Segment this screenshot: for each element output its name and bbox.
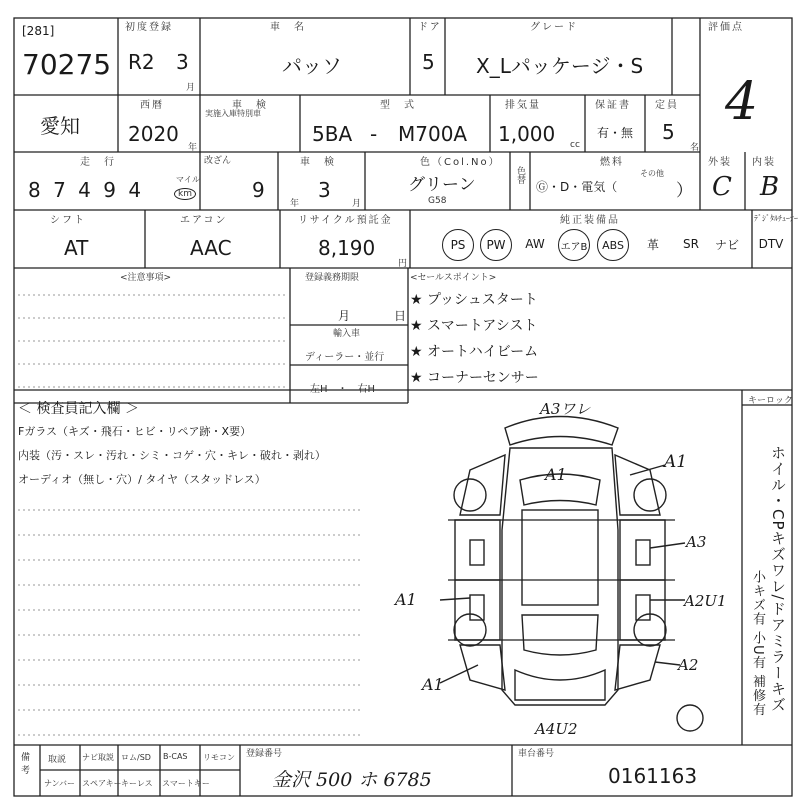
color-label: 色（Col.No） <box>420 157 501 168</box>
doors-value: 5 <box>422 50 435 74</box>
rating-label: 評価点 <box>708 22 744 33</box>
sales-point-4: ★ コーナーセンサー <box>410 370 539 386</box>
car-name-label: 車 名 <box>270 22 306 33</box>
lot-number: 70275 <box>22 48 112 81</box>
mileage-unit-km: km <box>174 188 196 200</box>
wheel-mirror-notes: ホイル・CPキズワレ/ドアミラーキズ <box>769 445 787 713</box>
damage-mark-right-front-fender: A1 <box>664 452 688 472</box>
first-reg-label: 初度登録 <box>125 22 173 33</box>
color-code: G58 <box>428 196 447 206</box>
lot-code: [281] <box>22 24 55 38</box>
footer-bcas: B-CAS <box>163 752 188 761</box>
inspection-month: 3 <box>318 178 331 202</box>
shift-value: AT <box>64 236 89 260</box>
equip-navi: ナビ <box>714 237 739 252</box>
capacity-label: 定員 <box>655 100 679 111</box>
footer-remote: リモコン <box>203 753 235 762</box>
footer-manual: 取説 <box>48 755 67 765</box>
color-change-label: 色替 <box>515 166 525 184</box>
year-label: 西暦 <box>140 100 164 111</box>
capacity-value: 5 <box>662 120 675 144</box>
model-prefix: 5BA <box>312 122 353 146</box>
equip-leather: 革 <box>646 237 659 252</box>
aircon-value: AAC <box>190 236 232 260</box>
equip-aw: AW <box>525 237 545 251</box>
fuel-label: 燃料 <box>600 157 624 168</box>
equip-abs-circled: ABS <box>597 229 629 261</box>
inspection-year-mark: 年 <box>290 199 300 209</box>
equip-pw-circled: PW <box>480 229 512 261</box>
damage-mark-right-rear-door: A2U1 <box>684 592 727 610</box>
region: 愛知 <box>40 114 80 138</box>
inspection-month-mark: 月 <box>352 199 362 209</box>
damage-mark-front-bumper: A3ワレ <box>540 400 591 418</box>
footer-number-plate: ナンバー <box>44 779 76 788</box>
cc-unit: cc <box>570 140 580 150</box>
import-label: 輸入車 <box>333 329 361 339</box>
inspection-year: 9 <box>252 178 265 202</box>
month-mark: 月 <box>186 83 196 93</box>
recycle-fee: 8,190 <box>318 236 376 260</box>
dtv-small-label: ﾃﾞｼﾞﾀﾙﾁｭｰﾅｰ <box>754 214 798 223</box>
sales-label: <セールスポイント> <box>410 273 497 283</box>
equip-ps-circled: PS <box>442 229 474 261</box>
mileage-unit-mile: マイル <box>176 175 200 184</box>
displacement-label: 排気量 <box>505 100 541 111</box>
first-reg-era: R2 <box>128 50 155 74</box>
inspection-note: 実施入庫特別車 <box>205 109 261 118</box>
model-label: 型 式 <box>380 100 416 111</box>
key-lock-label: キーロック <box>748 396 793 406</box>
inspector-title: ＜ 検査員記入欄 ＞ <box>18 401 139 417</box>
fuel-options: Ⓖ・D・電気（ <box>536 180 618 194</box>
dealer-label: 登録義務期限 <box>305 273 360 283</box>
damage-mark-right-rear-fender: A2 <box>678 656 699 674</box>
grade-value: X_Lパッケージ・S <box>476 54 644 78</box>
import-value: ディーラー・並行 <box>305 352 385 363</box>
inspector-line-3: オーディオ（無し・穴）/ タイヤ（スタッドレス） <box>18 473 266 486</box>
rating-value: 4 <box>725 72 759 132</box>
footer-rom-sd: ロム/SD <box>121 753 151 762</box>
handle-value: 左H ・ 右H <box>310 384 376 395</box>
sales-point-2: ★ スマートアシスト <box>410 318 538 334</box>
aircon-label: エアコン <box>180 215 228 226</box>
exterior-label: 外装 <box>708 157 732 168</box>
fuel-close: ） <box>676 181 693 201</box>
footer-navi-manual: ナビ取説 <box>82 753 114 762</box>
damage-mark-right-front-door: A3 <box>686 533 707 551</box>
notes-label: <注意事項> <box>120 273 172 283</box>
recycle-label: リサイクル預託金 <box>298 215 393 226</box>
vehicle-inspection-label: 車 検 <box>232 100 268 111</box>
car-name: パッソ <box>282 54 342 78</box>
capacity-unit: 名 <box>690 143 700 153</box>
footer-remarks-label: 備考 <box>19 752 29 778</box>
displacement-value: 1,000 <box>498 122 556 146</box>
doors-label: ドア <box>418 22 442 33</box>
inspector-line-1: Fガラス（キズ・飛石・ヒビ・リペア跡・X要） <box>18 425 252 438</box>
equip-airbag-circled: エアB <box>558 229 590 261</box>
damage-mark-rear-bumper: A4U2 <box>535 720 578 738</box>
damage-mark-hood: A1 <box>545 465 567 484</box>
repair-notes: 小キズ有 小U有 補修有 <box>750 570 765 717</box>
sales-point-3: ★ オートハイビーム <box>410 344 539 360</box>
inspection-expiry-label: 車 検 <box>300 157 336 168</box>
fuel-other-label: その他 <box>640 169 664 178</box>
year-mark: 年 <box>188 143 198 153</box>
footer-spare-key: スペアキー <box>82 779 122 788</box>
year-value: 2020 <box>128 122 179 146</box>
registration-label: 登録番号 <box>246 749 283 759</box>
interior-grade: B <box>760 172 780 202</box>
meter-change-label: 改ざん <box>204 156 232 166</box>
model-code: M700A <box>398 122 468 146</box>
shift-label: シフト <box>50 215 86 226</box>
grade-label: グレード <box>530 22 578 33</box>
mileage-label: 走 行 <box>80 157 116 168</box>
damage-mark-left-rear-fender: A1 <box>422 675 444 694</box>
dealer-day: 日 <box>394 309 407 323</box>
mileage-value: 8 7 4 9 4 <box>28 178 145 202</box>
footer-smart-key: スマートキー <box>162 779 210 788</box>
warranty-label: 保証書 <box>595 100 631 111</box>
footer-keyless: キーレス <box>121 779 153 788</box>
recycle-unit: 円 <box>398 259 408 269</box>
model-dash: - <box>370 122 378 146</box>
first-reg-month: 3 <box>176 50 189 74</box>
equipment-label: 純正装備品 <box>560 215 620 226</box>
chassis-value: 0161163 <box>608 764 698 788</box>
exterior-grade: C <box>712 172 732 202</box>
interior-label: 内装 <box>752 157 776 168</box>
registration-value: 金沢 500 ホ 6785 <box>272 769 432 791</box>
sales-point-1: ★ プッシュスタート <box>410 292 538 308</box>
inspector-line-2: 内装（汚・スレ・汚れ・シミ・コゲ・穴・キレ・破れ・剥れ） <box>18 449 326 462</box>
color-value: グリーン <box>408 175 476 195</box>
damage-mark-left-rear-door: A1 <box>395 590 417 609</box>
equip-sr: SR <box>683 237 699 251</box>
warranty-value: 有・無 <box>597 126 634 140</box>
dealer-month: 月 <box>338 309 351 323</box>
equip-dtv: DTV <box>758 237 784 251</box>
chassis-label: 車台番号 <box>518 749 555 759</box>
